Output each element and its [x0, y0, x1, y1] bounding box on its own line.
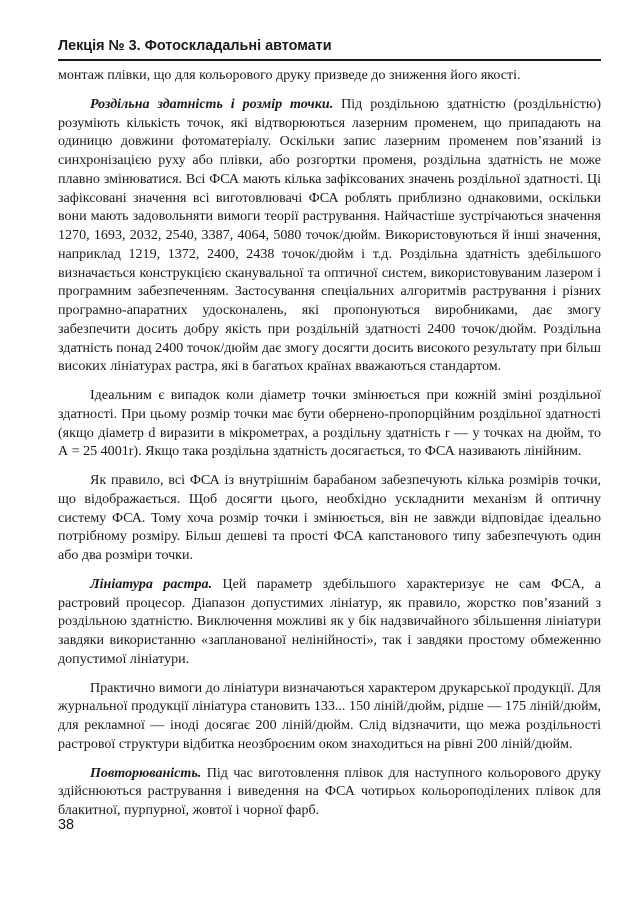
paragraph-text: монтаж плівки, що для кольорового друку призведе до зниження його якості. — [58, 67, 521, 83]
paragraph-heading: Лініатура растра. — [90, 575, 213, 592]
paragraph-resolution — [58, 95, 601, 376]
paragraph-text: Ідеальним є випадок коли діаметр точки змінюється при кожній зміні роздільної здатності. При цьому розмір точки має бути обернено-пропорційним роздільної здатності (якщо діаметр d виразити в мікрометрах, а роздільну здатність r — у точках на дюйм, то А = 25 4001r). Якщо така роздільна здатність досягається, то ФСА називають лінійним. — [58, 387, 601, 460]
paragraph-text: Як правило, всі ФСА із внутрішнім барабаном забезпечують кілька розмірів точки, що відображається. Щоб досягти цього, необхідно ускладнити механізм й оптичну систему ФСА. Тому хоча розмір точки і змінюється, він не завжди відповідає ідеально потрібному розміру. Більш дешеві та прості ФСА капстанового типу забезпечують один або два розміри точки. — [58, 472, 601, 563]
paragraph-heading: Роздільна здатність і розмір точки. — [90, 95, 334, 112]
paragraph-text: Під роздільною здатністю (роздільністю) розуміють кількість точок, які відтворюються лазерним променем, що припадають на одиницю довжини фотоматеріалу. Оскільки запис лазерним променем пов’язаний із синхронізацією руху або плівки, або розгортки променя, роздільна здатність не може плавно змінюватися. Всі ФСА мають кілька зафіксованих значень роздільної здатності. Ці зафіксовані значення всі виготовлювачі ФСА роблять приблизно однаковими, оскільки вони мають задовольняти вимоги теорії растрування. Найчастіше зустрічаються значення 1270, 1693, 2032, 2540, 3387, 4064, 5080 точок/дюйм. Використовуються й інші значення, наприклад 1219, 1372, 2400, 2438 точок/дюйм і т.д. Роздільна здатність здебільшого визначається конструкцією сканувальної та оптичної систем, використовуваним лазером і програмним забезпеченням. Застосування спеціальних алгоритмів растрування і різних програмно-апаратних удосконалень, які пропонуються виробниками, дає змогу забезпечити досить добру якість при роздільній здатності 2400 точок/дюйм. Роздільна здатність понад 2400 точок/дюйм дає змогу досягти досить високого результату при більш високих лініатурах растра, які в багатьох країнах вважаються стандартом. — [58, 95, 601, 375]
paragraph-text: Під час виготовлення плівок для наступного кольорового друку здійснюються растрування і виведення на ФСА чотирьох кольороподілених плівок для блакитної, пурпурної, жовтої і чорної фарб. — [58, 764, 601, 818]
paragraph-ruling-requirements — [58, 679, 601, 754]
page-body — [58, 66, 601, 820]
paragraph-dot-sizes — [58, 471, 601, 565]
paragraph-heading: Повторюваність. — [90, 764, 202, 781]
running-header: Лекція № 3. Фотоскладальні автомати — [58, 38, 332, 54]
header-rule — [58, 59, 601, 61]
page-number: 38 — [58, 817, 75, 833]
paragraph-text: Практично вимоги до лініатури визначаються характером друкарської продукції. Для журнальної продукції лініатура становить 133... 150 ліній/дюйм, рідше — 175 ліній/дюйм, для рекламної — іноді досягає 200 ліній/дюйм. Слід відзначити, що межа роздільності растрової структури відбитка неозброєним оком знаходиться на рівні 200 ліній/дюйм. — [58, 679, 601, 752]
paragraph-ideal-case — [58, 386, 601, 461]
paragraph-screen-ruling — [58, 575, 601, 669]
paragraph-continuation — [58, 66, 601, 85]
paragraph-text: Цей параметр здебільшого характеризує не сам ФСА, а растровий процесор. Діапазон допустимих лініатур, як правило, жорстко пов’язаний з роздільною здатністю. Виключення можливі як у бік надзвичайного збільшення лініатури завдяки використанню «запланованої нелінійності», так і завдяки простому обмеженню допустимої лініатури. — [58, 575, 601, 667]
paragraph-repeatability — [58, 764, 601, 820]
